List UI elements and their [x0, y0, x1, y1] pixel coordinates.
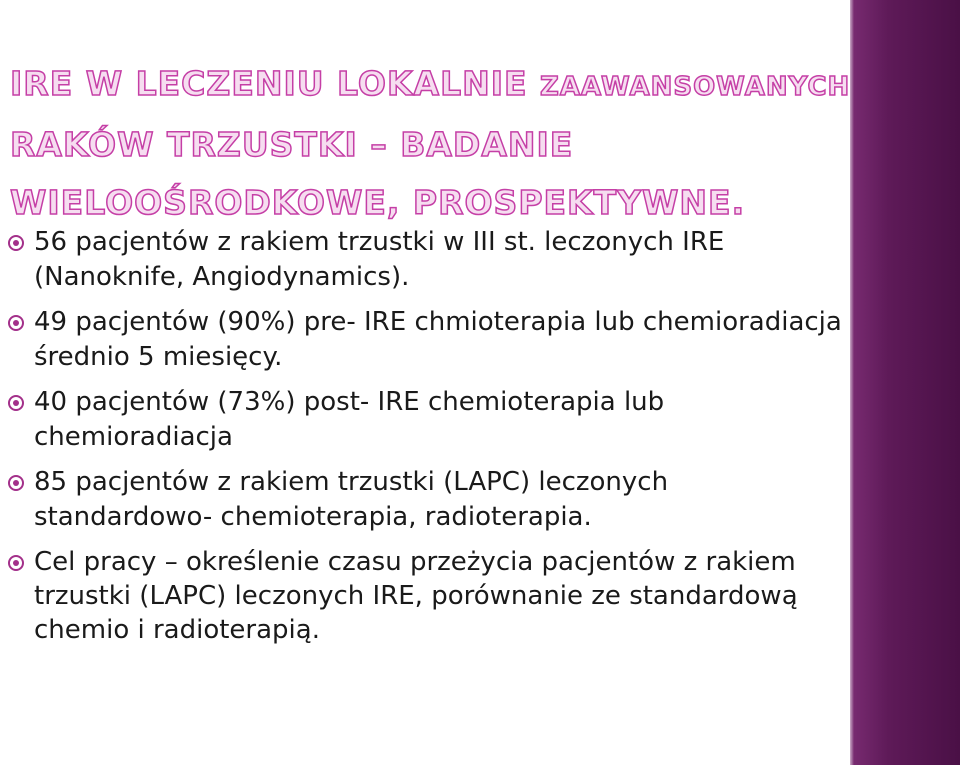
- title-part-2: ZAAWANSOWANYCH: [540, 72, 851, 102]
- title-part-3: RAKÓW TRZUSTKI – BADANIE WIELOOŚRODKOWE, PROSPEKTYWNE.: [10, 125, 746, 222]
- circle-dot-icon: [8, 555, 24, 571]
- circle-dot-icon: [8, 315, 24, 331]
- slide-title: [10, 55, 890, 232]
- circle-dot-icon: [8, 475, 24, 491]
- bullet-text: 56 pacjentów z rakiem trzustki w III st. leczonych IRE (Nanoknife, Angiodynamics).: [34, 227, 725, 292]
- bullet-text: 49 pacjentów (90%) pre- IRE chmioterapia lub chemioradiacja średnio 5 miesięcy.: [34, 307, 842, 372]
- bullet-item: [8, 225, 848, 295]
- bullet-text: 85 pacjentów z rakiem trzustki (LAPC) leczonych standardowo- chemioterapia, radioterapia.: [34, 467, 669, 532]
- circle-dot-icon: [8, 235, 24, 251]
- bullet-item: [8, 545, 848, 647]
- circle-dot-icon: [8, 395, 24, 411]
- bullet-item: [8, 385, 848, 455]
- bullet-item: [8, 305, 848, 375]
- bullet-item: [8, 465, 848, 535]
- title-part-1: IRE W LECZENIU LOKALNIE: [10, 64, 541, 103]
- bullet-text: Cel pracy – określenie czasu przeżycia pacjentów z rakiem trzustki (LAPC) leczonych IRE, porównanie ze standardową chemio i radioterapią.: [34, 547, 798, 645]
- bullet-text: 40 pacjentów (73%) post- IRE chemioterapia lub chemioradiacja: [34, 387, 665, 452]
- bullet-list: [8, 225, 848, 657]
